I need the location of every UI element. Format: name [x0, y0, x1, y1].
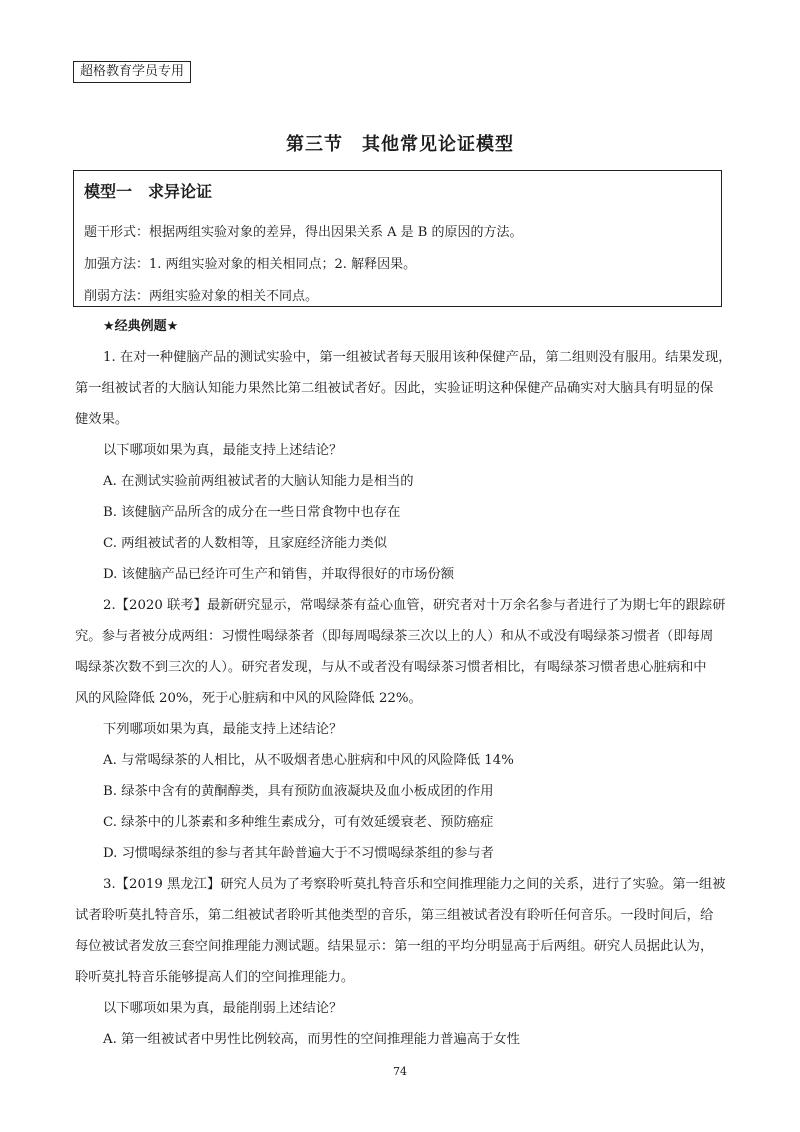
q3-stem-line: 试者聆听莫扎特音乐，第二组被试者聆听其他类型的音乐，第三组被试者没有聆听任何音乐。一段时间后，给 [75, 908, 714, 923]
q2-option-c: C. 绿茶中的儿茶素和多种维生素成分，可有效延缓衰老、预防癌症 [103, 815, 494, 830]
q3-stem-line: 3.【2019 黑龙江】研究人员为了考察聆听莫扎特音乐和空间推理能力之间的关系，进行了实验。第一组被 [103, 877, 726, 892]
model-form-line: 题干形式：根据两组实验对象的差异，得出因果关系 A 是 B 的原因的方法。 [84, 225, 523, 240]
model-box [73, 170, 722, 307]
q2-question: 下列哪项如果为真，最能支持上述结论？ [103, 722, 343, 737]
q3-stem-line: 每位被试者发放三套空间推理能力测试题。结果显示：第一组的平均分明显高于后两组。研究人员据此认为， [75, 939, 714, 954]
q1-stem-line: 健效果。 [75, 412, 129, 427]
q2-stem-line: 喝绿茶次数不到三次的人）。研究者发现，与从不或者没有喝绿茶习惯者相比，有喝绿茶习惯者患心脏病和中 [75, 660, 707, 675]
q1-option-a: A. 在测试实验前两组被试者的大脑认知能力是相当的 [103, 474, 414, 489]
q3-option-a: A. 第一组被试者中男性比例较高，而男性的空间推理能力普遍高于女性 [103, 1032, 520, 1047]
page-number: 74 [393, 1065, 407, 1078]
model-weaken-line: 削弱方法：两组实验对象的相关不同点。 [84, 289, 319, 304]
q1-stem-line: 1. 在对一种健脑产品的测试实验中，第一组被试者每天服用该种保健产品，第二组则没有服用。结果发现， [103, 350, 732, 365]
q2-stem-line: 2.【2020 联考】最新研究显示，常喝绿茶有益心血管，研究者对十万余名参与者进行了为期七年的跟踪研 [103, 598, 726, 613]
q2-stem-line: 究。参与者被分成两组：习惯性喝绿茶者（即每周喝绿茶三次以上的人）和从不或没有喝绿茶习惯者（即每周 [75, 629, 714, 644]
model-title: 模型一 求异论证 [84, 182, 213, 201]
q2-option-a: A. 与常喝绿茶的人相比，从不吸烟者患心脏病和中风的风险降低 14% [103, 753, 514, 768]
q2-option-b: B. 绿茶中含有的黄酮醇类，具有预防血液凝块及血小板成团的作用 [103, 784, 494, 799]
q1-option-c: C. 两组被试者的人数相等，且家庭经济能力类似 [103, 536, 388, 551]
q3-stem-line: 聆听莫扎特音乐能够提高人们的空间推理能力。 [75, 970, 355, 985]
q1-question: 以下哪项如果为真，最能支持上述结论？ [103, 443, 343, 458]
q1-stem-line: 第一组被试者的大脑认知能力果然比第二组被试者好。因此，实验证明这种保健产品确实对大脑具有明显的保 [75, 381, 714, 396]
q1-option-d: D. 该健脑产品已经许可生产和销售，并取得很好的市场份额 [103, 567, 455, 582]
watermark-stamp: 超格教育学员专用 [73, 61, 191, 83]
q2-stem-line: 风的风险降低 20%，死于心脏病和中风的风险降低 22%。 [75, 691, 422, 706]
section-title: 第三节 其他常见论证模型 [286, 134, 514, 155]
q1-option-b: B. 该健脑产品所含的成分在一些日常食物中也存在 [103, 505, 401, 520]
q3-question: 以下哪项如果为真，最能削弱上述结论？ [103, 1001, 343, 1016]
q2-option-d: D. 习惯喝绿茶组的参与者其年龄普遍大于不习惯喝绿茶组的参与者 [103, 846, 494, 861]
examples-heading: ★经典例题★ [103, 319, 179, 334]
model-strengthen-line: 加强方法：1. 两组实验对象的相关相同点；2. 解释因果。 [84, 257, 417, 272]
